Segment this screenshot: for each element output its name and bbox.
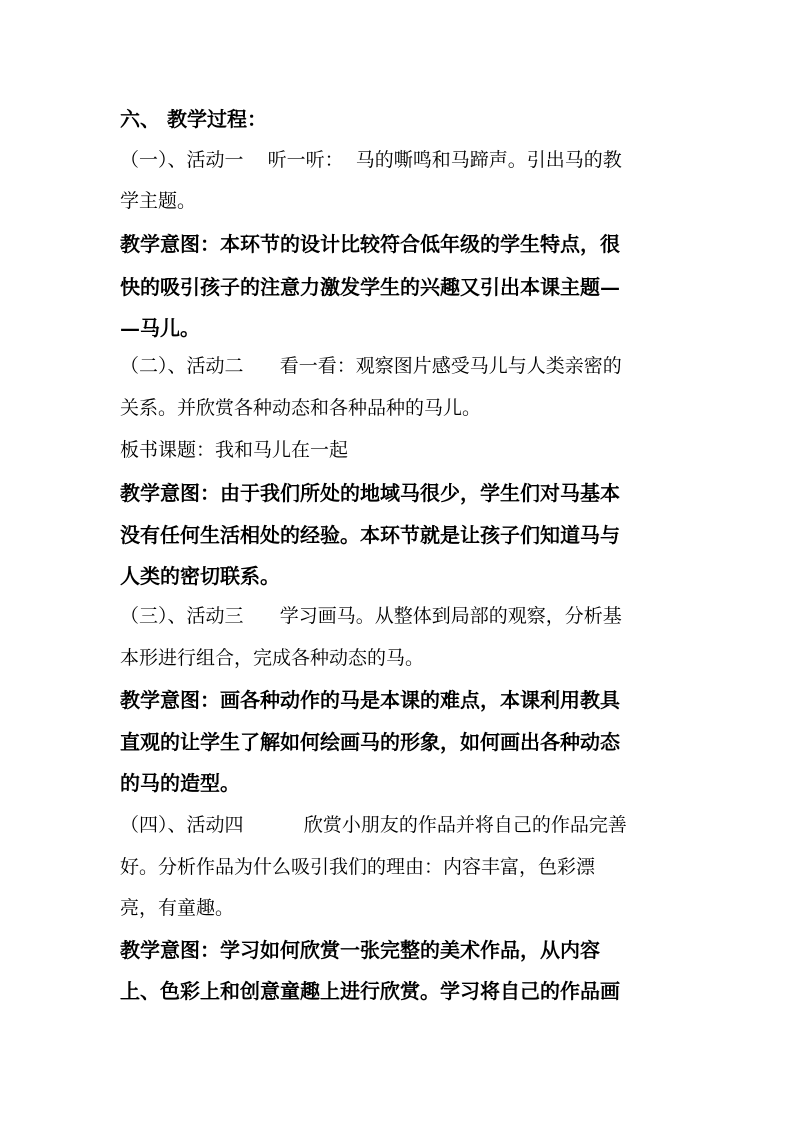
intent-4-line-2: 上、色彩上和创意童趣上进行欣赏。学习将自己的作品画 <box>120 979 620 1003</box>
intent-3-line-2: 直观的让学生了解如何绘画马的形象，如何画出各种动态 <box>120 730 620 754</box>
intent-1-line-1: 教学意图：本环节的设计比较符合低年级的学生特点，很 <box>120 232 620 256</box>
intent-1-line-3: —马儿。 <box>120 316 200 340</box>
board-title-line: 板书课题：我和马儿在一起 <box>120 439 349 461</box>
section-heading: 六、 教学过程： <box>120 107 267 131</box>
intent-3-line-1: 教学意图：画各种动作的马是本课的难点，本课利用教具 <box>120 688 620 712</box>
activity-4-line-1: （四）、活动四 欣赏小朋友的作品并将自己的作品完善 <box>120 814 627 836</box>
intent-2-line-1: 教学意图：由于我们所处的地域马很少，学生们对马基本 <box>120 481 620 505</box>
activity-4-line-3: 亮，有童趣。 <box>120 897 235 919</box>
intent-2-line-3: 人类的密切联系。 <box>120 564 280 588</box>
intent-2-line-2: 没有任何生活相处的经验。本环节就是让孩子们知道马与 <box>120 523 620 547</box>
activity-2-line-1: （二）、活动二 看一看：观察图片感受马儿与人类亲密的 <box>120 355 622 377</box>
intent-4-line-1: 教学意图：学习如何欣赏一张完整的美术作品，从内容 <box>120 938 600 962</box>
intent-1-line-2: 快的吸引孩子的注意力激发学生的兴趣又引出本课主题— <box>120 275 620 299</box>
intent-3-line-3: 的马的造型。 <box>120 771 240 795</box>
activity-3-line-2: 本形进行组合，完成各种动态的马。 <box>120 647 425 669</box>
activity-1-line-1: （一）、活动一 听一听： 马的嘶鸣和马蹄声。引出马的教 <box>120 149 622 171</box>
activity-1-line-2: 学主题。 <box>120 190 197 212</box>
activity-2-line-2: 关系。并欣赏各种动态和各种品种的马儿。 <box>120 397 482 419</box>
activity-3-line-1: （三）、活动三 学习画马。从整体到局部的观察，分析基 <box>120 605 622 627</box>
activity-4-line-2: 好。分析作品为什么吸引我们的理由：内容丰富，色彩漂 <box>120 856 596 878</box>
